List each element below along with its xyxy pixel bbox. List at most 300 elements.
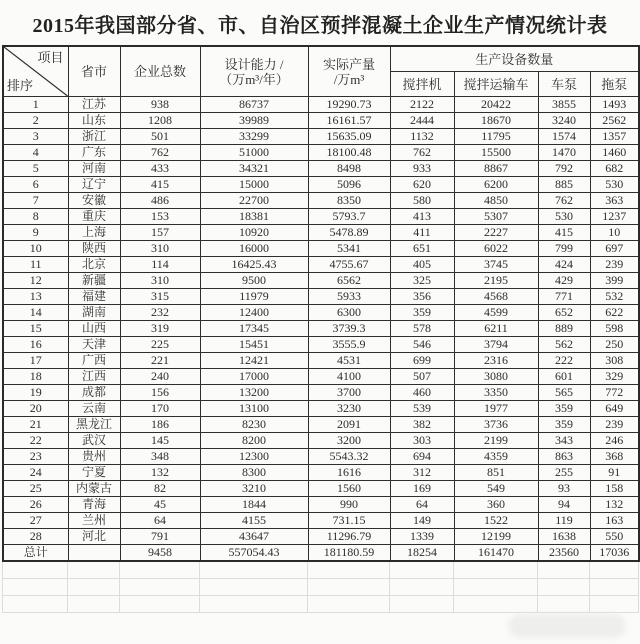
- table-cell: 132: [590, 497, 639, 513]
- table-cell: 486: [120, 193, 200, 209]
- table-row: [3, 241, 639, 257]
- table-cell: 303: [390, 433, 454, 449]
- table-cell: 18254: [390, 545, 454, 562]
- table-row: [3, 337, 639, 353]
- table-row: [3, 465, 639, 481]
- table-cell: 总计: [3, 545, 68, 562]
- table-cell: 1560: [308, 481, 390, 497]
- table-cell: 933: [390, 161, 454, 177]
- table-cell: 11979: [200, 289, 308, 305]
- table-cell: 黑龙江: [68, 417, 120, 433]
- table-cell: [68, 545, 120, 562]
- table-cell: 25: [3, 481, 68, 497]
- table-cell: 772: [590, 385, 639, 401]
- empty-grid-cell: [590, 562, 639, 579]
- table-cell: 652: [538, 305, 590, 321]
- table-cell: 5341: [308, 241, 390, 257]
- header-design-capacity: [200, 46, 308, 97]
- table-cell: 广东: [68, 145, 120, 161]
- table-cell: 6562: [308, 273, 390, 289]
- table-cell: 507: [390, 369, 454, 385]
- table-cell: 13200: [200, 385, 308, 401]
- table-cell: 791: [120, 529, 200, 545]
- table-cell: 161470: [454, 545, 538, 562]
- table-cell: 239: [590, 417, 639, 433]
- table-cell: 北京: [68, 257, 120, 273]
- table-cell: 889: [538, 321, 590, 337]
- empty-grid-row: [3, 596, 639, 613]
- table-cell: 312: [390, 465, 454, 481]
- table-cell: 10: [3, 241, 68, 257]
- table-cell: 225: [120, 337, 200, 353]
- table-cell: 12300: [200, 449, 308, 465]
- empty-grid-row: [3, 562, 639, 579]
- table-cell: 546: [390, 337, 454, 353]
- table-cell: 649: [590, 401, 639, 417]
- table-cell: 16425.43: [200, 257, 308, 273]
- table-row: [3, 497, 639, 513]
- table-cell: 13: [3, 289, 68, 305]
- table-cell: 1638: [538, 529, 590, 545]
- table-cell: 青海: [68, 497, 120, 513]
- table-cell: 4155: [200, 513, 308, 529]
- table-cell: 1470: [538, 145, 590, 161]
- table-cell: 23560: [538, 545, 590, 562]
- table-cell: 成都: [68, 385, 120, 401]
- table-cell: 4755.67: [308, 257, 390, 273]
- table-cell: 2: [3, 113, 68, 129]
- table-cell: 91: [590, 465, 639, 481]
- table-cell: 356: [390, 289, 454, 305]
- table-cell: 415: [538, 225, 590, 241]
- table-cell: 359: [538, 401, 590, 417]
- empty-grid-cell: [308, 579, 390, 596]
- table-row: [3, 209, 639, 225]
- table-cell: 安徽: [68, 193, 120, 209]
- table-row: [3, 145, 639, 161]
- table-cell: 3794: [454, 337, 538, 353]
- table-cell: 8867: [454, 161, 538, 177]
- table-cell: 5307: [454, 209, 538, 225]
- table-row: [3, 129, 639, 145]
- empty-grid-cell: [390, 579, 454, 596]
- table-cell: 51000: [200, 145, 308, 161]
- table-cell: 8230: [200, 417, 308, 433]
- table-cell: 145: [120, 433, 200, 449]
- table-cell: 4568: [454, 289, 538, 305]
- table-cell: 27: [3, 513, 68, 529]
- table-cell: 239: [590, 257, 639, 273]
- table-cell: 武汉: [68, 433, 120, 449]
- table-cell: 3080: [454, 369, 538, 385]
- table-cell: 222: [538, 353, 590, 369]
- table-cell: 17000: [200, 369, 308, 385]
- table-cell: 530: [538, 209, 590, 225]
- page-title: 2015年我国部分省、市、自治区预拌混凝土企业生产情况统计表: [32, 15, 608, 37]
- header-enterprise-total: 企业总数: [120, 46, 200, 97]
- table-row: [3, 193, 639, 209]
- table-cell: 11795: [454, 129, 538, 145]
- corner-label-rank: 排序: [7, 78, 34, 93]
- table-cell: 181180.59: [308, 545, 390, 562]
- corner-label-item: 项目: [37, 50, 64, 65]
- table-cell: 580: [390, 193, 454, 209]
- table-cell: 413: [390, 209, 454, 225]
- table-row: [3, 161, 639, 177]
- table-cell: 17: [3, 353, 68, 369]
- table-cell: 浙江: [68, 129, 120, 145]
- table-body: [3, 97, 639, 562]
- table-cell: 240: [120, 369, 200, 385]
- table-cell: 699: [390, 353, 454, 369]
- table-cell: 山东: [68, 113, 120, 129]
- table-cell: 9: [3, 225, 68, 241]
- table-cell: 贵州: [68, 449, 120, 465]
- table-cell: 20422: [454, 97, 538, 113]
- table-cell: 4599: [454, 305, 538, 321]
- empty-grid-cell: [590, 579, 639, 596]
- table-cell: 348: [120, 449, 200, 465]
- table-cell: 3: [3, 129, 68, 145]
- empty-grid-cell: [308, 562, 390, 579]
- total-row: [3, 545, 639, 562]
- empty-grid-cell: [454, 579, 538, 596]
- table-row: [3, 385, 639, 401]
- table-cell: 5933: [308, 289, 390, 305]
- table-row: [3, 529, 639, 545]
- table-cell: 15500: [454, 145, 538, 161]
- table-cell: 149: [390, 513, 454, 529]
- table-cell: 762: [120, 145, 200, 161]
- table-cell: 12: [3, 273, 68, 289]
- table-row: [3, 225, 639, 241]
- table-cell: 5478.89: [308, 225, 390, 241]
- empty-grid-cell: [390, 596, 454, 613]
- table-cell: 6200: [454, 177, 538, 193]
- table-cell: 33299: [200, 129, 308, 145]
- table-row: [3, 97, 639, 113]
- table-row: [3, 401, 639, 417]
- table-cell: 530: [590, 177, 639, 193]
- table-cell: 12199: [454, 529, 538, 545]
- table-cell: 云南: [68, 401, 120, 417]
- table-cell: 1339: [390, 529, 454, 545]
- table-cell: 539: [390, 401, 454, 417]
- table-cell: 8300: [200, 465, 308, 481]
- table-row: [3, 417, 639, 433]
- table-cell: 3736: [454, 417, 538, 433]
- table-cell: 424: [538, 257, 590, 273]
- table-row: [3, 273, 639, 289]
- table-cell: 1237: [590, 209, 639, 225]
- empty-grid-cell: [68, 596, 120, 613]
- table-cell: 2091: [308, 417, 390, 433]
- table-cell: 新疆: [68, 273, 120, 289]
- table-cell: 771: [538, 289, 590, 305]
- table-cell: 2227: [454, 225, 538, 241]
- table-cell: 18381: [200, 209, 308, 225]
- empty-grid-cell: [390, 562, 454, 579]
- table-cell: 26: [3, 497, 68, 513]
- table-cell: 23: [3, 449, 68, 465]
- table-cell: 16161.57: [308, 113, 390, 129]
- table-cell: 39989: [200, 113, 308, 129]
- table-cell: 3200: [308, 433, 390, 449]
- table-cell: 19: [3, 385, 68, 401]
- table-cell: 12421: [200, 353, 308, 369]
- table-cell: 163: [590, 513, 639, 529]
- table-cell: 广西: [68, 353, 120, 369]
- header-mixer: 搅拌机: [390, 72, 454, 97]
- empty-grid-row: [3, 579, 639, 596]
- header-design-capacity-line2: （万m³/年）: [219, 71, 289, 87]
- table-cell: 湖南: [68, 305, 120, 321]
- table-cell: 119: [538, 513, 590, 529]
- header-row-1: [3, 46, 639, 72]
- table-cell: 620: [390, 177, 454, 193]
- table-cell: 15635.09: [308, 129, 390, 145]
- table-cell: 22700: [200, 193, 308, 209]
- empty-grid-cell: [538, 596, 590, 613]
- table-row: [3, 177, 639, 193]
- table-cell: 5: [3, 161, 68, 177]
- empty-grid-body: [3, 562, 639, 613]
- table-cell: 221: [120, 353, 200, 369]
- table-cell: 15451: [200, 337, 308, 353]
- table-cell: 255: [538, 465, 590, 481]
- empty-grid-cell: [308, 596, 390, 613]
- empty-grid-cell: [68, 579, 120, 596]
- table-cell: 460: [390, 385, 454, 401]
- table-cell: 8498: [308, 161, 390, 177]
- table-cell: 565: [538, 385, 590, 401]
- table-cell: 1522: [454, 513, 538, 529]
- table-cell: 上海: [68, 225, 120, 241]
- table-cell: 4531: [308, 353, 390, 369]
- table-cell: 21: [3, 417, 68, 433]
- header-equipment-group: 生产设备数量: [390, 46, 639, 72]
- table-cell: 18: [3, 369, 68, 385]
- table-cell: 2199: [454, 433, 538, 449]
- table-cell: 329: [590, 369, 639, 385]
- table-cell: 549: [454, 481, 538, 497]
- table-cell: 3700: [308, 385, 390, 401]
- table-cell: 319: [120, 321, 200, 337]
- table-row: [3, 449, 639, 465]
- table-cell: 157: [120, 225, 200, 241]
- table-row: [3, 289, 639, 305]
- table-cell: 411: [390, 225, 454, 241]
- table-cell: 682: [590, 161, 639, 177]
- table-cell: 12400: [200, 305, 308, 321]
- table-cell: 2195: [454, 273, 538, 289]
- table-cell: 5543.32: [308, 449, 390, 465]
- table-cell: 562: [538, 337, 590, 353]
- empty-grid-cell: [454, 562, 538, 579]
- table-cell: 651: [390, 241, 454, 257]
- table-cell: 232: [120, 305, 200, 321]
- empty-grid-cell: [120, 562, 200, 579]
- table-cell: 399: [590, 273, 639, 289]
- table-cell: 5096: [308, 177, 390, 193]
- empty-grid-cell: [538, 579, 590, 596]
- table-row: [3, 113, 639, 129]
- table-cell: 501: [120, 129, 200, 145]
- table-cell: 1616: [308, 465, 390, 481]
- table-cell: 28: [3, 529, 68, 545]
- table-cell: 2316: [454, 353, 538, 369]
- table-row: [3, 369, 639, 385]
- table-cell: 762: [538, 193, 590, 209]
- table-cell: 1844: [200, 497, 308, 513]
- table-cell: 3745: [454, 257, 538, 273]
- table-row: [3, 513, 639, 529]
- table-cell: 186: [120, 417, 200, 433]
- table-cell: 6: [3, 177, 68, 193]
- table-cell: 福建: [68, 289, 120, 305]
- table-cell: 19290.73: [308, 97, 390, 113]
- table-cell: 3240: [538, 113, 590, 129]
- table-cell: 4359: [454, 449, 538, 465]
- header-trailer-pump: 拖泵: [590, 72, 639, 97]
- table-cell: 308: [590, 353, 639, 369]
- empty-grid-cell: [200, 596, 308, 613]
- table-row: [3, 353, 639, 369]
- table-cell: 550: [590, 529, 639, 545]
- table-cell: 1208: [120, 113, 200, 129]
- table-cell: 4: [3, 145, 68, 161]
- table-cell: 2122: [390, 97, 454, 113]
- table-cell: 15: [3, 321, 68, 337]
- table-cell: 153: [120, 209, 200, 225]
- table-cell: 3739.3: [308, 321, 390, 337]
- table-cell: 河南: [68, 161, 120, 177]
- table-cell: 990: [308, 497, 390, 513]
- empty-grid: [2, 562, 639, 613]
- table-cell: 64: [120, 513, 200, 529]
- table-cell: 22: [3, 433, 68, 449]
- empty-grid-cell: [3, 562, 68, 579]
- table-cell: 14: [3, 305, 68, 321]
- table-cell: 557054.43: [200, 545, 308, 562]
- table-cell: 694: [390, 449, 454, 465]
- table-cell: 885: [538, 177, 590, 193]
- empty-grid-cell: [120, 596, 200, 613]
- table-cell: 601: [538, 369, 590, 385]
- table-cell: 3350: [454, 385, 538, 401]
- table-cell: 8200: [200, 433, 308, 449]
- table-row: [3, 481, 639, 497]
- table-cell: 1977: [454, 401, 538, 417]
- table-cell: 368: [590, 449, 639, 465]
- table-cell: 10920: [200, 225, 308, 241]
- table-cell: 429: [538, 273, 590, 289]
- table-cell: 2562: [590, 113, 639, 129]
- table-cell: 17036: [590, 545, 639, 562]
- table-cell: 6022: [454, 241, 538, 257]
- table-cell: 315: [120, 289, 200, 305]
- table-cell: 731.15: [308, 513, 390, 529]
- table-cell: 8: [3, 209, 68, 225]
- header-mixer-transport-truck: 搅拌运输车: [454, 72, 538, 97]
- table-cell: 3555.9: [308, 337, 390, 353]
- header-province: 省市: [68, 46, 120, 97]
- table-cell: 4100: [308, 369, 390, 385]
- table-cell: 7: [3, 193, 68, 209]
- table-cell: 6300: [308, 305, 390, 321]
- table-cell: 3210: [200, 481, 308, 497]
- table-cell: 132: [120, 465, 200, 481]
- table-row: [3, 433, 639, 449]
- table-row: [3, 321, 639, 337]
- table-cell: 18670: [454, 113, 538, 129]
- table-cell: 250: [590, 337, 639, 353]
- table-cell: 938: [120, 97, 200, 113]
- table-cell: 6211: [454, 321, 538, 337]
- table-cell: 16000: [200, 241, 308, 257]
- table-cell: 433: [120, 161, 200, 177]
- table-cell: 363: [590, 193, 639, 209]
- table-row: [3, 305, 639, 321]
- empty-grid-cell: [538, 562, 590, 579]
- table-cell: 陕西: [68, 241, 120, 257]
- table-cell: 405: [390, 257, 454, 273]
- table-cell: 158: [590, 481, 639, 497]
- table-cell: 86737: [200, 97, 308, 113]
- table-cell: 1574: [538, 129, 590, 145]
- table-cell: 169: [390, 481, 454, 497]
- table-cell: 1: [3, 97, 68, 113]
- watermark-blob: [508, 614, 626, 638]
- table-cell: 16: [3, 337, 68, 353]
- table-cell: 45: [120, 497, 200, 513]
- table-cell: 114: [120, 257, 200, 273]
- table-cell: 792: [538, 161, 590, 177]
- table-cell: 863: [538, 449, 590, 465]
- table-cell: 156: [120, 385, 200, 401]
- table-cell: 重庆: [68, 209, 120, 225]
- empty-grid-cell: [200, 562, 308, 579]
- table-cell: 24: [3, 465, 68, 481]
- table-cell: 82: [120, 481, 200, 497]
- table-cell: 310: [120, 241, 200, 257]
- table-cell: 34321: [200, 161, 308, 177]
- table-cell: 1357: [590, 129, 639, 145]
- table-cell: 799: [538, 241, 590, 257]
- header-truck-pump: 车泵: [538, 72, 590, 97]
- statistics-table: [2, 45, 640, 562]
- table-cell: 343: [538, 433, 590, 449]
- table-cell: 325: [390, 273, 454, 289]
- table-cell: 13100: [200, 401, 308, 417]
- table-cell: 64: [390, 497, 454, 513]
- table-cell: 9458: [120, 545, 200, 562]
- table-cell: 43647: [200, 529, 308, 545]
- table-cell: 内蒙古: [68, 481, 120, 497]
- table-cell: 18100.48: [308, 145, 390, 161]
- table-cell: 15000: [200, 177, 308, 193]
- table-cell: 3855: [538, 97, 590, 113]
- table-cell: 93: [538, 481, 590, 497]
- table-cell: 1460: [590, 145, 639, 161]
- table-cell: 河北: [68, 529, 120, 545]
- table-cell: 江西: [68, 369, 120, 385]
- table-cell: 578: [390, 321, 454, 337]
- corner-header-cell: [3, 46, 68, 97]
- table-cell: 宁夏: [68, 465, 120, 481]
- header-design-capacity-line1: 设计能力 /: [224, 56, 284, 72]
- table-cell: 天津: [68, 337, 120, 353]
